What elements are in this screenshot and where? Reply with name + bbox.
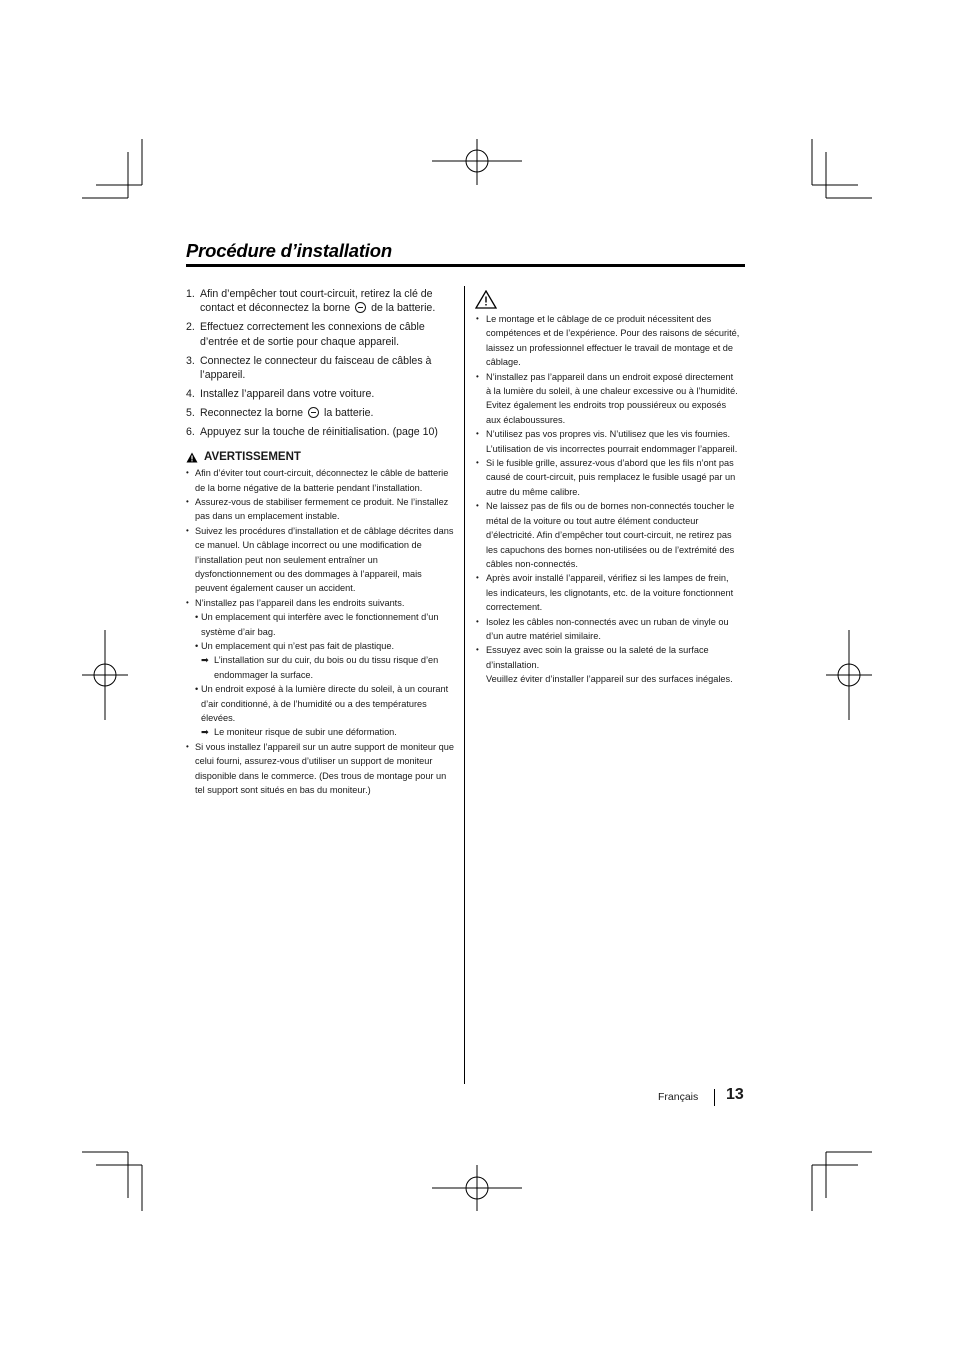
step-number: 6. [186,425,195,438]
caution-bullet: • Après avoir installé l’appareil, vérifiez si les lampes de frein, les indicateurs, les clignotants, etc. de la voiture fonctionnent correctement. [475,571,740,614]
installation-steps [186,287,454,439]
page-title: Procédure d’installation [186,240,392,261]
page-number: 13 [726,1086,744,1103]
step-text: de la batterie. [368,302,436,315]
step-4 [186,387,454,401]
step-text: Connectez le connecteur du faisceau de câbles à l’appareil. [200,354,432,382]
step-2 [186,320,454,349]
step-number: 4. [186,387,195,400]
caution-bullet: • Essuyez avec soin la graisse ou la saleté de la surface d’installation. Veuillez éviter d’installer l’appareil sur des surfaces inégales. [475,643,740,686]
warning-subitem: • Un emplacement qui n’est pas fait de plastique. [195,641,395,652]
step-text: Appuyez sur la touche de réinitialisation. (page 10) [200,425,438,438]
step-5 [186,406,454,420]
warning-bullet: • Afin d’éviter tout court-circuit, déconnectez le câble de batterie de la borne négative de la batterie pendant l’installation. [186,466,454,495]
step-number: 2. [186,321,195,334]
warning-heading [186,451,454,463]
step-text: la batterie. [321,406,374,419]
step-3 [186,354,454,383]
step-number: 5. [186,406,195,419]
footer-separator [714,1089,715,1106]
step-6 [186,425,454,439]
caution-bullet: • Ne laissez pas de fils ou de bornes non-connectés toucher le métal de la voiture ou tout autre élément conducteur d’électricité. Afin d’empêcher tout court-circuit, ne retirez pas les capuchons des bornes non-utilisées ou de l’extrémité des câbles non-connectés. [475,499,740,571]
title-rule [186,264,745,267]
warning-bullet: • Suivez les procédures d’installation et de câblage décrites dans ce manuel. Un câblage incorrect ou une modification de l’installation peut non seulement entraîner un dysfonctionnement ou des dommages à l’appareil, mais peuvent également causer un accident. [186,524,454,596]
step-number: 3. [186,354,195,367]
footer-language: Français [658,1091,699,1103]
step-text: Effectuez correctement les connexions de câble d’entrée et de sortie pour chaque appareil. [200,321,425,348]
left-column [186,287,454,798]
caution-bullet: • Si le fusible grille, assurez-vous d’abord que les fils n’ont pas causé de court-circuit, puis remplacez le fusible usagé par un autre du même calibre. [475,456,740,499]
caution-bullet: • N’installez pas l’appareil dans un endroit exposé directement à la lumière du soleil, à une chaleur excessive ou à l’humidité. Evitez également les endroits trop poussiéreux ou exposés aux éclaboussures. [475,370,740,428]
step-number: 1. [186,288,195,300]
step-1 [186,287,454,316]
warning-triangle-icon [186,452,198,463]
warning-consequence: ➡ Le moniteur risque de subir une déformation. [186,725,454,739]
step-text: Reconnectez la borne [200,406,307,419]
caution-bullet: • Isolez les câbles non-connectés avec un ruban de vinyle ou d’un autre matériel similaire. [475,615,740,644]
right-column [475,290,740,687]
right-arrow-icon: ➡ [201,727,209,738]
warning-subitem: • Un endroit exposé à la lumière directe du soleil, à un courant d’air conditionné, à de l’humidité ou a des températures élevées. [195,684,449,724]
warning-bullet: • N’installez pas l’appareil dans les endroits suivants. [186,596,454,610]
caution-bullet: • N’utilisez pas vos propres vis. N’utilisez que les vis fournies. L’utilisation de vis incorrectes pourrait endommager l’appareil. [475,427,740,456]
minus-terminal-icon [355,302,366,313]
warning-bullet: • Si vous installez l’appareil sur un autre support de moniteur que celui fourni, assurez-vous d’utiliser un support de moniteur disponible dans le commerce. (Des trous de montage pour un tel support sont situés en bas du moniteur.) [186,740,454,798]
step-text: Afin d’empêcher tout court-circuit, retirez la clé de contact et déconnectez la borne [200,288,433,315]
caution-triangle-icon [475,290,497,309]
caution-bullet: • Le montage et le câblage de ce produit nécessitent des compétences et de l’expérience. Pour des raisons de sécurité, laissez un professionnel effectuer le travail de montage et de câblage. [475,312,740,370]
warning-consequence: ➡ L’installation sur du cuir, du bois ou du tissu risque d’en endommager la surface. [201,655,439,680]
right-arrow-icon: ➡ [201,655,209,666]
warning-bullet: • Assurez-vous de stabiliser fermement ce produit. Ne l’installez pas dans un emplacement instable. [186,495,454,524]
column-divider [464,286,465,1084]
minus-terminal-icon [308,407,319,418]
warning-subitem: • Un emplacement qui interfère avec le fonctionnement d’un système d’air bag. [195,612,439,637]
step-text: Installez l’appareil dans votre voiture. [200,387,375,400]
warning-heading-text: AVERTISSEMENT [204,451,301,464]
